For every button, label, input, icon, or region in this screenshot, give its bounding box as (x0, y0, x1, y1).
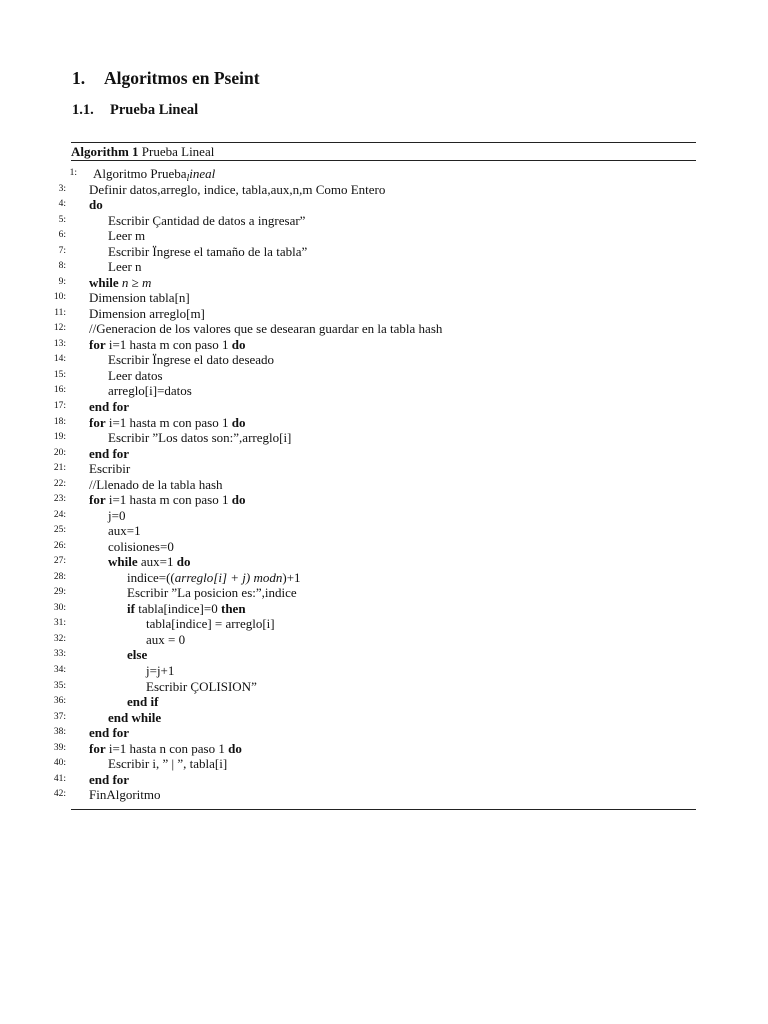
line-number: 24: (53, 509, 66, 520)
line-code (108, 539, 174, 555)
algorithm-line (53, 694, 696, 710)
line-code (146, 616, 275, 632)
keyword: else (127, 647, 148, 663)
line-code (108, 554, 190, 570)
algorithm-block (53, 142, 696, 810)
algorithm-line (58, 259, 696, 275)
code-text: tabla[indice] = arreglo[i] (146, 616, 275, 632)
algorithm-line (53, 414, 696, 431)
algorithm-line (53, 740, 696, 757)
line-code (89, 741, 242, 757)
keyword: for (89, 336, 106, 352)
algorithm-line (53, 647, 696, 663)
keyword: do (231, 414, 246, 430)
keyword: while (89, 274, 119, 290)
line-code (108, 213, 305, 229)
algorithm-label: Algorithm 1 (71, 144, 139, 159)
line-number: 5: (58, 214, 66, 225)
line-code (108, 368, 163, 384)
code-text: Dimension arreglo[m] (89, 305, 205, 321)
line-code (89, 787, 161, 803)
code-text: FinAlgoritmo (89, 787, 161, 803)
algorithm-line (58, 212, 696, 229)
keyword: while (108, 554, 138, 570)
line-number: 30: (53, 602, 66, 613)
algorithm-line (53, 523, 696, 539)
line-number: 37: (53, 711, 66, 722)
line-code (89, 337, 245, 353)
line-number: 14: (53, 354, 66, 365)
line-code (89, 182, 385, 198)
algorithm-line (53, 367, 696, 384)
line-number: 17: (53, 400, 66, 411)
keyword: end for (89, 398, 130, 414)
line-code (89, 290, 190, 306)
algorithm-line (53, 709, 696, 726)
line-number: 32: (53, 633, 66, 644)
line-code (89, 306, 205, 322)
line-number: 3: (58, 183, 66, 194)
keyword: do (176, 554, 191, 570)
section-title: Algoritmos en Pseint (104, 68, 260, 88)
line-number: 40: (53, 758, 66, 769)
line-number: 1: (69, 168, 77, 178)
algorithm-line (53, 616, 696, 632)
algorithm-line (58, 274, 696, 291)
algorithm-line (71, 166, 696, 182)
line-code (108, 430, 291, 446)
code-text: aux=1 (108, 523, 141, 539)
code-text: indice=(( (127, 569, 175, 585)
line-number: 38: (53, 727, 66, 738)
line-number: 19: (53, 432, 66, 443)
keyword: end for (89, 445, 130, 461)
code-text: Escribir Ïngrese el dato deseado (108, 352, 275, 368)
line-number: 8: (58, 261, 66, 272)
code-text: ineal (189, 166, 216, 181)
line-number: 13: (53, 338, 66, 349)
algorithm-line (53, 383, 696, 399)
section-number: 1. (72, 68, 86, 88)
algorithm-line (53, 430, 696, 446)
line-number: 9: (58, 276, 66, 287)
line-number: 29: (53, 587, 66, 598)
algorithm-caption (71, 143, 696, 160)
line-code (89, 275, 151, 291)
line-number: 33: (53, 649, 66, 660)
line-number: 23: (53, 494, 66, 505)
line-code (127, 647, 147, 663)
line-number: 35: (53, 680, 66, 691)
subsection-heading (72, 102, 198, 119)
line-code (127, 570, 301, 586)
algorithm-line (53, 585, 696, 601)
line-number: 25: (53, 525, 66, 536)
algorithm-line (53, 321, 696, 337)
line-number: 41: (53, 773, 66, 784)
subsection-title: Prueba Lineal (110, 102, 199, 118)
algorithm-line (53, 290, 696, 306)
code-text: Escribir Çantidad de datos a ingresar” (108, 212, 306, 228)
line-code (108, 756, 227, 772)
code-text: Escribir Ïngrese el tamaño de la tabla” (108, 243, 308, 259)
algorithm-line (53, 507, 696, 524)
line-code (89, 399, 129, 415)
code-text: aux=1 (137, 554, 177, 570)
code-text: aux = 0 (146, 631, 186, 647)
line-number: 42: (53, 789, 66, 800)
code-text: Escribir ”Los datos son:”,arreglo[i] (108, 430, 292, 446)
line-number: 10: (53, 292, 66, 303)
code-text: tabla[indice]=0 (134, 600, 221, 616)
line-number: 31: (53, 618, 66, 629)
line-code (146, 663, 174, 679)
line-code (108, 259, 142, 275)
line-code (108, 383, 192, 399)
code-text: l (186, 173, 190, 184)
code-text: Escribir ÇOLISION” (146, 678, 257, 694)
algorithm-line (53, 336, 696, 353)
code-text: i=1 hasta m con paso 1 (105, 492, 232, 508)
line-number: 34: (53, 665, 66, 675)
line-number: 11: (54, 307, 66, 318)
section-heading (72, 68, 260, 89)
algorithm-bottom-rule (71, 809, 696, 810)
algorithm-line (58, 197, 696, 213)
code-text: arreglo[i] + j) modn (174, 569, 283, 585)
line-code (146, 632, 185, 648)
code-text: //Generacion de los valores que se desearan guardar en la tabla hash (89, 321, 443, 337)
line-code (127, 601, 246, 617)
keyword: do (231, 492, 246, 508)
line-number: 36: (53, 696, 66, 707)
code-text: Algoritmo Prueba (93, 166, 187, 181)
line-code (108, 244, 307, 260)
code-text: colisiones=0 (108, 538, 174, 554)
algorithm-line (54, 305, 696, 322)
algorithm-line (53, 600, 696, 617)
line-code (127, 694, 158, 710)
keyword: end while (108, 709, 162, 725)
line-code (89, 446, 129, 462)
line-number: 20: (53, 447, 66, 458)
code-text: arreglo[i]=datos (108, 383, 192, 399)
line-number: 6: (58, 230, 66, 241)
line-code (108, 352, 274, 368)
code-text: Escribir ”La posicion es:”,indice (127, 585, 297, 601)
line-code (108, 508, 125, 524)
keyword: do (89, 197, 103, 213)
line-code (108, 523, 141, 539)
line-number: 22: (53, 478, 66, 489)
line-code (89, 415, 245, 431)
algorithm-line (53, 461, 696, 477)
line-code (89, 772, 129, 788)
code-text: Dimension tabla[n] (89, 290, 190, 306)
algorithm-line (53, 569, 696, 586)
code-text: i=1 hasta m con paso 1 (105, 336, 232, 352)
line-code (89, 477, 223, 493)
line-code (127, 585, 297, 601)
algorithm-line (53, 678, 696, 695)
code-text: i=1 hasta n con paso 1 (105, 740, 229, 756)
line-code (89, 197, 103, 213)
keyword: do (231, 336, 246, 352)
code-text: j=j+1 (146, 663, 175, 678)
line-code (108, 228, 145, 244)
code-text: j=0 (108, 507, 126, 523)
algorithm-line (53, 756, 696, 772)
line-code (146, 679, 257, 695)
line-number: 15: (53, 369, 66, 380)
line-number: 26: (53, 540, 66, 551)
code-text: //Llenado de la tabla hash (89, 476, 223, 492)
keyword: then (220, 600, 246, 616)
code-text: Escribir i, ” | ”, tabla[i] (108, 756, 228, 772)
code-text: Leer n (108, 259, 142, 275)
algorithm-line (53, 492, 696, 508)
code-text: Leer m (108, 228, 146, 244)
algorithm-line (53, 476, 696, 493)
line-number: 12: (53, 323, 66, 334)
code-text: )+1 (282, 569, 301, 585)
subsection-number: 1.1. (72, 102, 94, 118)
algorithm-line (53, 771, 696, 788)
algorithm-line (53, 445, 696, 462)
line-code (89, 492, 245, 508)
algorithm-line (53, 554, 696, 570)
algorithm-line (53, 631, 696, 648)
code-text: Escribir (89, 461, 131, 477)
code-text: n ≥ m (121, 274, 152, 290)
algorithm-lines (53, 161, 696, 809)
line-code (108, 710, 161, 726)
algorithm-caption-text: Prueba Lineal (141, 144, 215, 159)
keyword: for (89, 492, 106, 508)
line-code (89, 725, 129, 741)
keyword: for (89, 414, 106, 430)
algorithm-line (53, 725, 696, 741)
line-number: 18: (53, 416, 66, 427)
keyword: end for (89, 725, 130, 741)
algorithm-line (53, 352, 696, 368)
algorithm-line (58, 243, 696, 260)
code-text: Leer datos (108, 367, 163, 383)
line-number: 7: (58, 245, 66, 256)
keyword: do (228, 740, 242, 756)
line-number: 21: (53, 463, 66, 474)
algorithm-line (58, 228, 696, 244)
keyword: end if (127, 694, 159, 710)
algorithm-line (53, 663, 696, 679)
line-number: 16: (53, 385, 66, 396)
code-text: Definir datos,arreglo, indice, tabla,aux,n,m Como Entero (89, 181, 386, 197)
line-number: 4: (58, 199, 66, 210)
line-code (89, 461, 130, 477)
code-text: i=1 hasta m con paso 1 (105, 414, 232, 430)
keyword: if (127, 600, 135, 616)
algorithm-line (53, 398, 696, 415)
line-number: 27: (53, 556, 66, 567)
line-number: 28: (53, 571, 66, 582)
line-number: 39: (53, 742, 66, 753)
algorithm-line (53, 538, 696, 555)
line-code (89, 321, 442, 337)
algorithm-line (58, 181, 696, 198)
algorithm-line (53, 787, 696, 803)
keyword: end for (89, 771, 130, 787)
keyword: for (89, 740, 106, 756)
